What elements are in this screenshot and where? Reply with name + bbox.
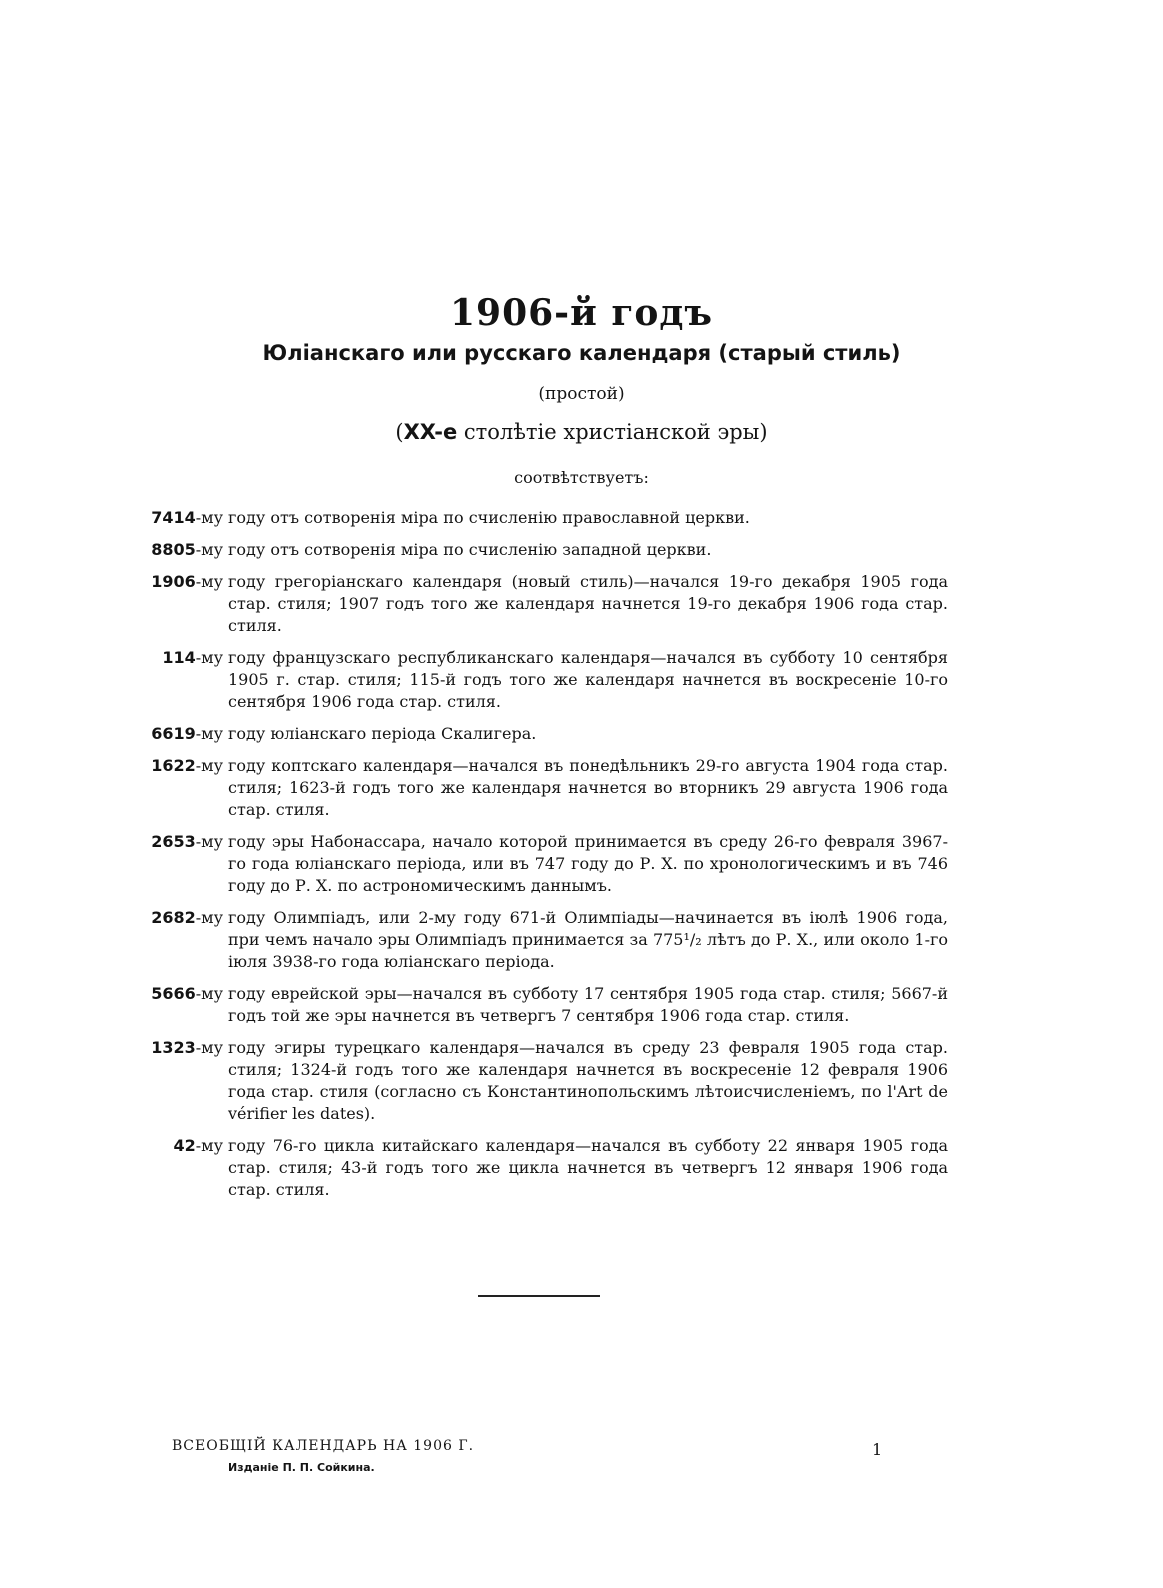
- entry-text: году 76-го цикла китайскаго календаря—начался въ субботу 22 января 1905 года стар. стиля; 43-й годъ того же цикла начнется въ четвергъ 12 января 1906 года стар. стиля.: [228, 1136, 948, 1199]
- entry-number: 8805-му: [151, 540, 223, 559]
- page-number: 1: [872, 1440, 883, 1459]
- entry-number: 6619-му: [151, 724, 223, 743]
- list-item: [143, 539, 948, 561]
- section-divider: [478, 1295, 600, 1297]
- entry-text: году отъ сотворенія міра по счисленію западной церкви.: [228, 540, 712, 559]
- entry-text: году отъ сотворенія міра по счисленію православной церкви.: [228, 508, 750, 527]
- list-item: [143, 1135, 948, 1201]
- corresponds-label: соотвѣтствуетъ:: [514, 468, 649, 487]
- entry-text: году юліанскаго періода Скалигера.: [228, 724, 537, 743]
- century-rest: столѣтіе христіанской эры): [457, 420, 768, 444]
- list-item: [143, 723, 948, 745]
- entry-number: 2653-му: [151, 832, 223, 851]
- entry-text: году эгиры турецкаго календаря—начался въ среду 23 февраля 1905 года стар. стиля; 1324-й годъ того же календаря начнется въ воскресеніе 12 февраля 1906 года стар. стиля (согласно съ Константинопольскимъ лѣтоисчисленіемъ, по l'Art de vérifier les dates).: [228, 1038, 948, 1123]
- entry-number: 1622-му: [151, 756, 223, 775]
- entry-number: 1323-му: [151, 1038, 223, 1057]
- entry-number: 1906-му: [151, 572, 223, 591]
- list-item: [143, 907, 948, 973]
- list-item: [143, 983, 948, 1027]
- entry-text: году коптскаго календаря—начался въ понедѣльникъ 29-го августа 1904 года стар. стиля; 1623-й годъ того же календаря начнется во вторникъ 29 августа 1906 года стар. стиля.: [228, 756, 948, 819]
- entry-text: году Олимпіадъ, или 2-му году 671-й Олимпіады—начинается въ іюлѣ 1906 года, при чемъ начало эры Олимпіадъ принимается за 775¹/₂ лѣтъ до Р. Х., или около 1-го іюля 3938-го года юліанскаго періода.: [228, 908, 948, 971]
- century-line: [0, 420, 1163, 444]
- century-open: (: [395, 420, 404, 444]
- entry-number: 7414-му: [151, 508, 223, 527]
- page-title: 1906-й годъ: [449, 292, 714, 334]
- entry-text: году грегоріанскаго календаря (новый стиль)—начался 19-го декабря 1905 года стар. стиля; 1907 годъ того же календаря начнется 19-го декабря 1906 года стар. стиля.: [228, 572, 948, 635]
- page-subtitle: Юліанскаго или русскаго календаря (старый стиль): [262, 341, 901, 365]
- year-kind: (простой): [538, 384, 625, 404]
- list-item: [143, 507, 948, 529]
- list-item: [143, 831, 948, 897]
- entry-number: 42-му: [173, 1136, 223, 1155]
- entry-text: году французскаго республиканскаго календаря—начался въ субботу 10 сентября 1905 г. стар. стиля; 115-й годъ того же календаря начнется въ воскресеніе 10-го сентября 1906 года стар. стиля.: [228, 648, 948, 711]
- century-bold: XX-е: [403, 420, 458, 444]
- footer-publisher: Изданіе П. П. Сойкина.: [228, 1461, 375, 1474]
- footer-title: ВСЕОБЩІЙ КАЛЕНДАРЬ НА 1906 Г.: [172, 1438, 475, 1454]
- entry-number: 114-му: [162, 648, 223, 667]
- entry-text: году эры Набонассара, начало которой принимается въ среду 26-го февраля 3967-го года юліанскаго періода, или въ 747 году до Р. Х. по хронологическимъ и въ 746 году до Р. Х. по астрономическимъ даннымъ.: [228, 832, 948, 895]
- entries-list: [143, 507, 948, 1211]
- entry-number: 5666-му: [151, 984, 223, 1003]
- list-item: [143, 571, 948, 637]
- list-item: [143, 647, 948, 713]
- entry-text: году еврейской эры—начался въ субботу 17 сентября 1905 года стар. стиля; 5667-й годъ той же эры начнется въ четвергъ 7 сентября 1906 года стар. стиля.: [228, 984, 948, 1025]
- list-item: [143, 755, 948, 821]
- entry-number: 2682-му: [151, 908, 223, 927]
- list-item: [143, 1037, 948, 1125]
